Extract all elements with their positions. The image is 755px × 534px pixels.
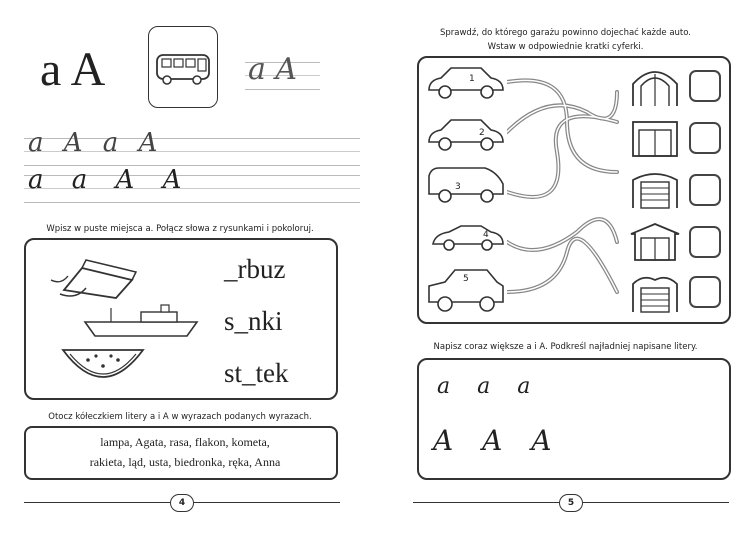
page-number: 4 [170, 494, 194, 512]
ship-icon [81, 304, 201, 338]
bus-icon [149, 27, 217, 107]
car-3 [425, 162, 507, 206]
car-2 [425, 114, 507, 154]
watermelon-icon [58, 344, 148, 389]
word-3: st_tek [224, 358, 289, 388]
garage-icon [629, 220, 681, 262]
car-4 [429, 218, 507, 254]
right-page [377, 0, 754, 534]
instruction-line-1: Sprawdź, do którego garażu powinno dojechać każde auto. [439, 28, 692, 38]
car-icon [425, 62, 507, 102]
car-number-5: 5 [463, 274, 469, 284]
word-2: s_nki [224, 306, 283, 336]
maze-icon [507, 62, 627, 312]
garage-icon [629, 66, 681, 108]
garage-icon [629, 168, 681, 210]
car-number-3: 3 [455, 182, 461, 192]
car-icon [429, 218, 507, 254]
answer-box-4[interactable] [689, 226, 721, 258]
left-page [0, 0, 377, 534]
instruction-line-2: Wstaw w odpowiednie kratki cyferki. [487, 42, 644, 52]
practice-row-2: a a A A [28, 165, 192, 195]
car-number-1: 1 [469, 74, 475, 84]
writing-row-2: A A A [433, 424, 562, 457]
car-1 [425, 62, 507, 102]
garage-icon [629, 270, 681, 314]
instruction-fill: Wpisz w puste miejsca a. Połącz słowa z rysunkami i pokoloruj. [46, 224, 314, 234]
garage-icon [629, 116, 681, 158]
answer-box-5[interactable] [689, 276, 721, 308]
practice-row-1: a A a A [28, 128, 164, 158]
instruction-write: Napisz coraz większe a i A. Podkreśl najładniej napisane litery. [433, 342, 698, 352]
page-number: 5 [559, 494, 583, 512]
matching-box [24, 238, 338, 400]
writing-row-1: a a a [437, 374, 541, 399]
car-5 [425, 266, 507, 314]
car-icon [425, 162, 507, 206]
car-number-2: 2 [479, 128, 485, 138]
maze-box [417, 56, 731, 324]
car-icon [425, 114, 507, 154]
word-list-line-1: lampa, Agata, rasa, flakon, kometa, [100, 435, 270, 449]
word-1: _rbuz [224, 254, 286, 284]
word-list-line-2: rakieta, ląd, usta, biedronka, ręka, Anna [89, 455, 281, 469]
big-letters: a A [40, 43, 106, 96]
car-number-4: 4 [483, 230, 489, 240]
instruction-circle: Otocz kółeczkiem litery a i A w wyrazach podanych wyrazach. [48, 412, 312, 422]
answer-box-3[interactable] [689, 174, 721, 206]
traced-letters: a A [248, 52, 298, 87]
bus-picture-frame [148, 26, 218, 108]
sled-icon [46, 250, 156, 300]
answer-box-2[interactable] [689, 122, 721, 154]
answer-box-1[interactable] [689, 70, 721, 102]
